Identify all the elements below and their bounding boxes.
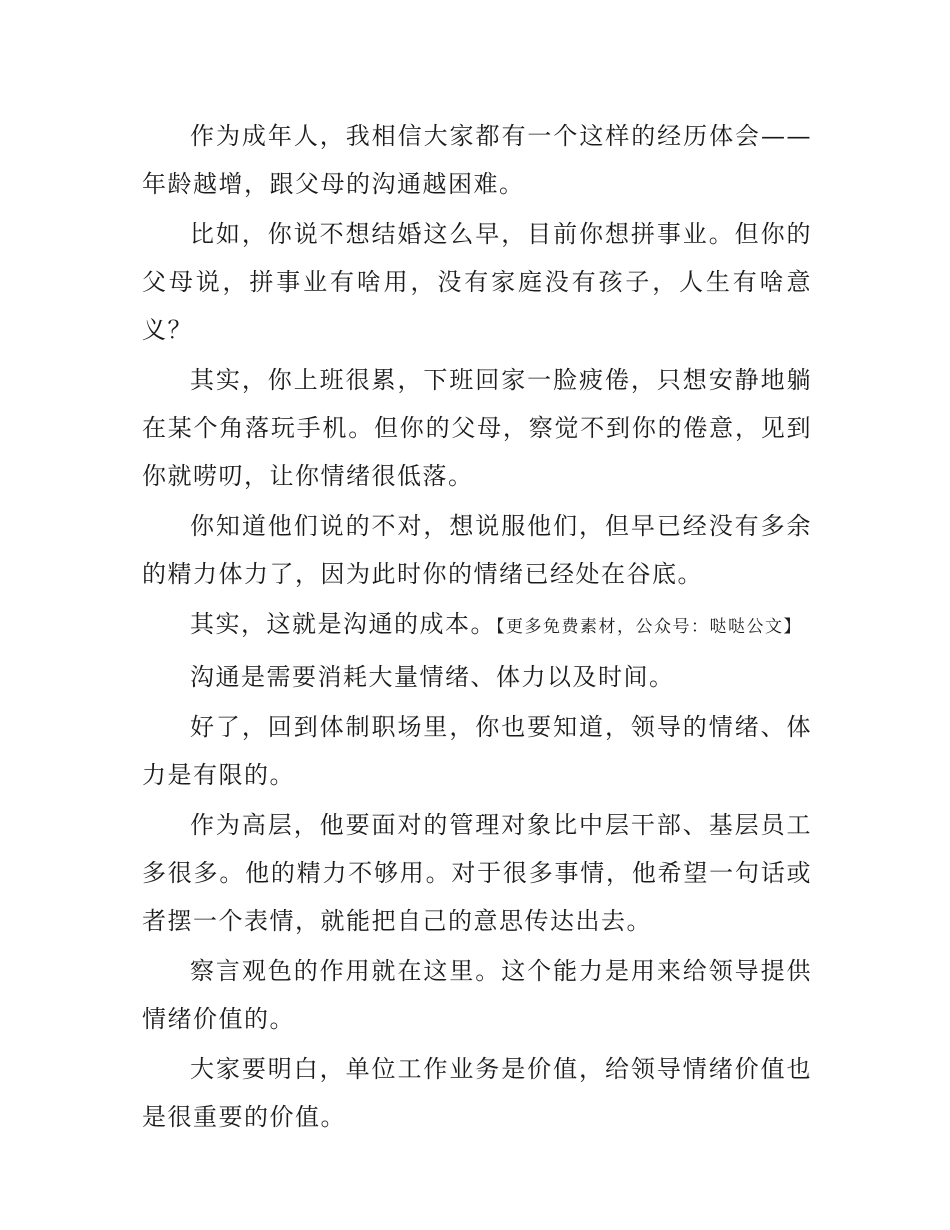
paragraph-1: 作为成年人，我相信大家都有一个这样的经历体会——年龄越增，跟父母的沟通越困难。 [142,122,812,198]
paragraph-3: 其实，你上班很累，下班回家一脸疲倦，只想安静地躺在某个角落玩手机。但你的父母，察觉不到你的倦意，见到你就唠叨，让你情绪很低落。 [142,366,812,490]
paragraph-5 [142,600,812,651]
paragraph-10: 大家要明白，单位工作业务是价值，给领导情绪价值也是很重要的价值。 [142,1055,812,1131]
promo-note: 【更多免费素材，公众号：哒哒公文】 [496,617,802,637]
paragraph-2: 比如，你说不想结婚这么早，目前你想拼事业。但你的父母说，拼事业有啥用，没有家庭没有孩子，人生有啥意义？ [142,220,812,344]
paragraph-8: 作为高层，他要面对的管理对象比中层干部、基层员工多很多。他的精力不够用。对于很多事情，他希望一句话或者摆一个表情，就能把自己的意思传达出去。 [142,811,812,935]
paragraph-6: 沟通是需要消耗大量情绪、体力以及时间。 [190,663,675,691]
paragraph-5-text: 其实，这就是沟通的成本。 [190,610,496,638]
document-body [142,112,812,1141]
paragraph-7: 好了，回到体制职场里，你也要知道，领导的情绪、体力是有限的。 [142,713,812,789]
paragraph-9: 察言观色的作用就在这里。这个能力是用来给领导提供情绪价值的。 [142,957,812,1033]
paragraph-4: 你知道他们说的不对，想说服他们，但早已经没有多余的精力体力了，因为此时你的情绪已经处在谷底。 [142,512,812,588]
